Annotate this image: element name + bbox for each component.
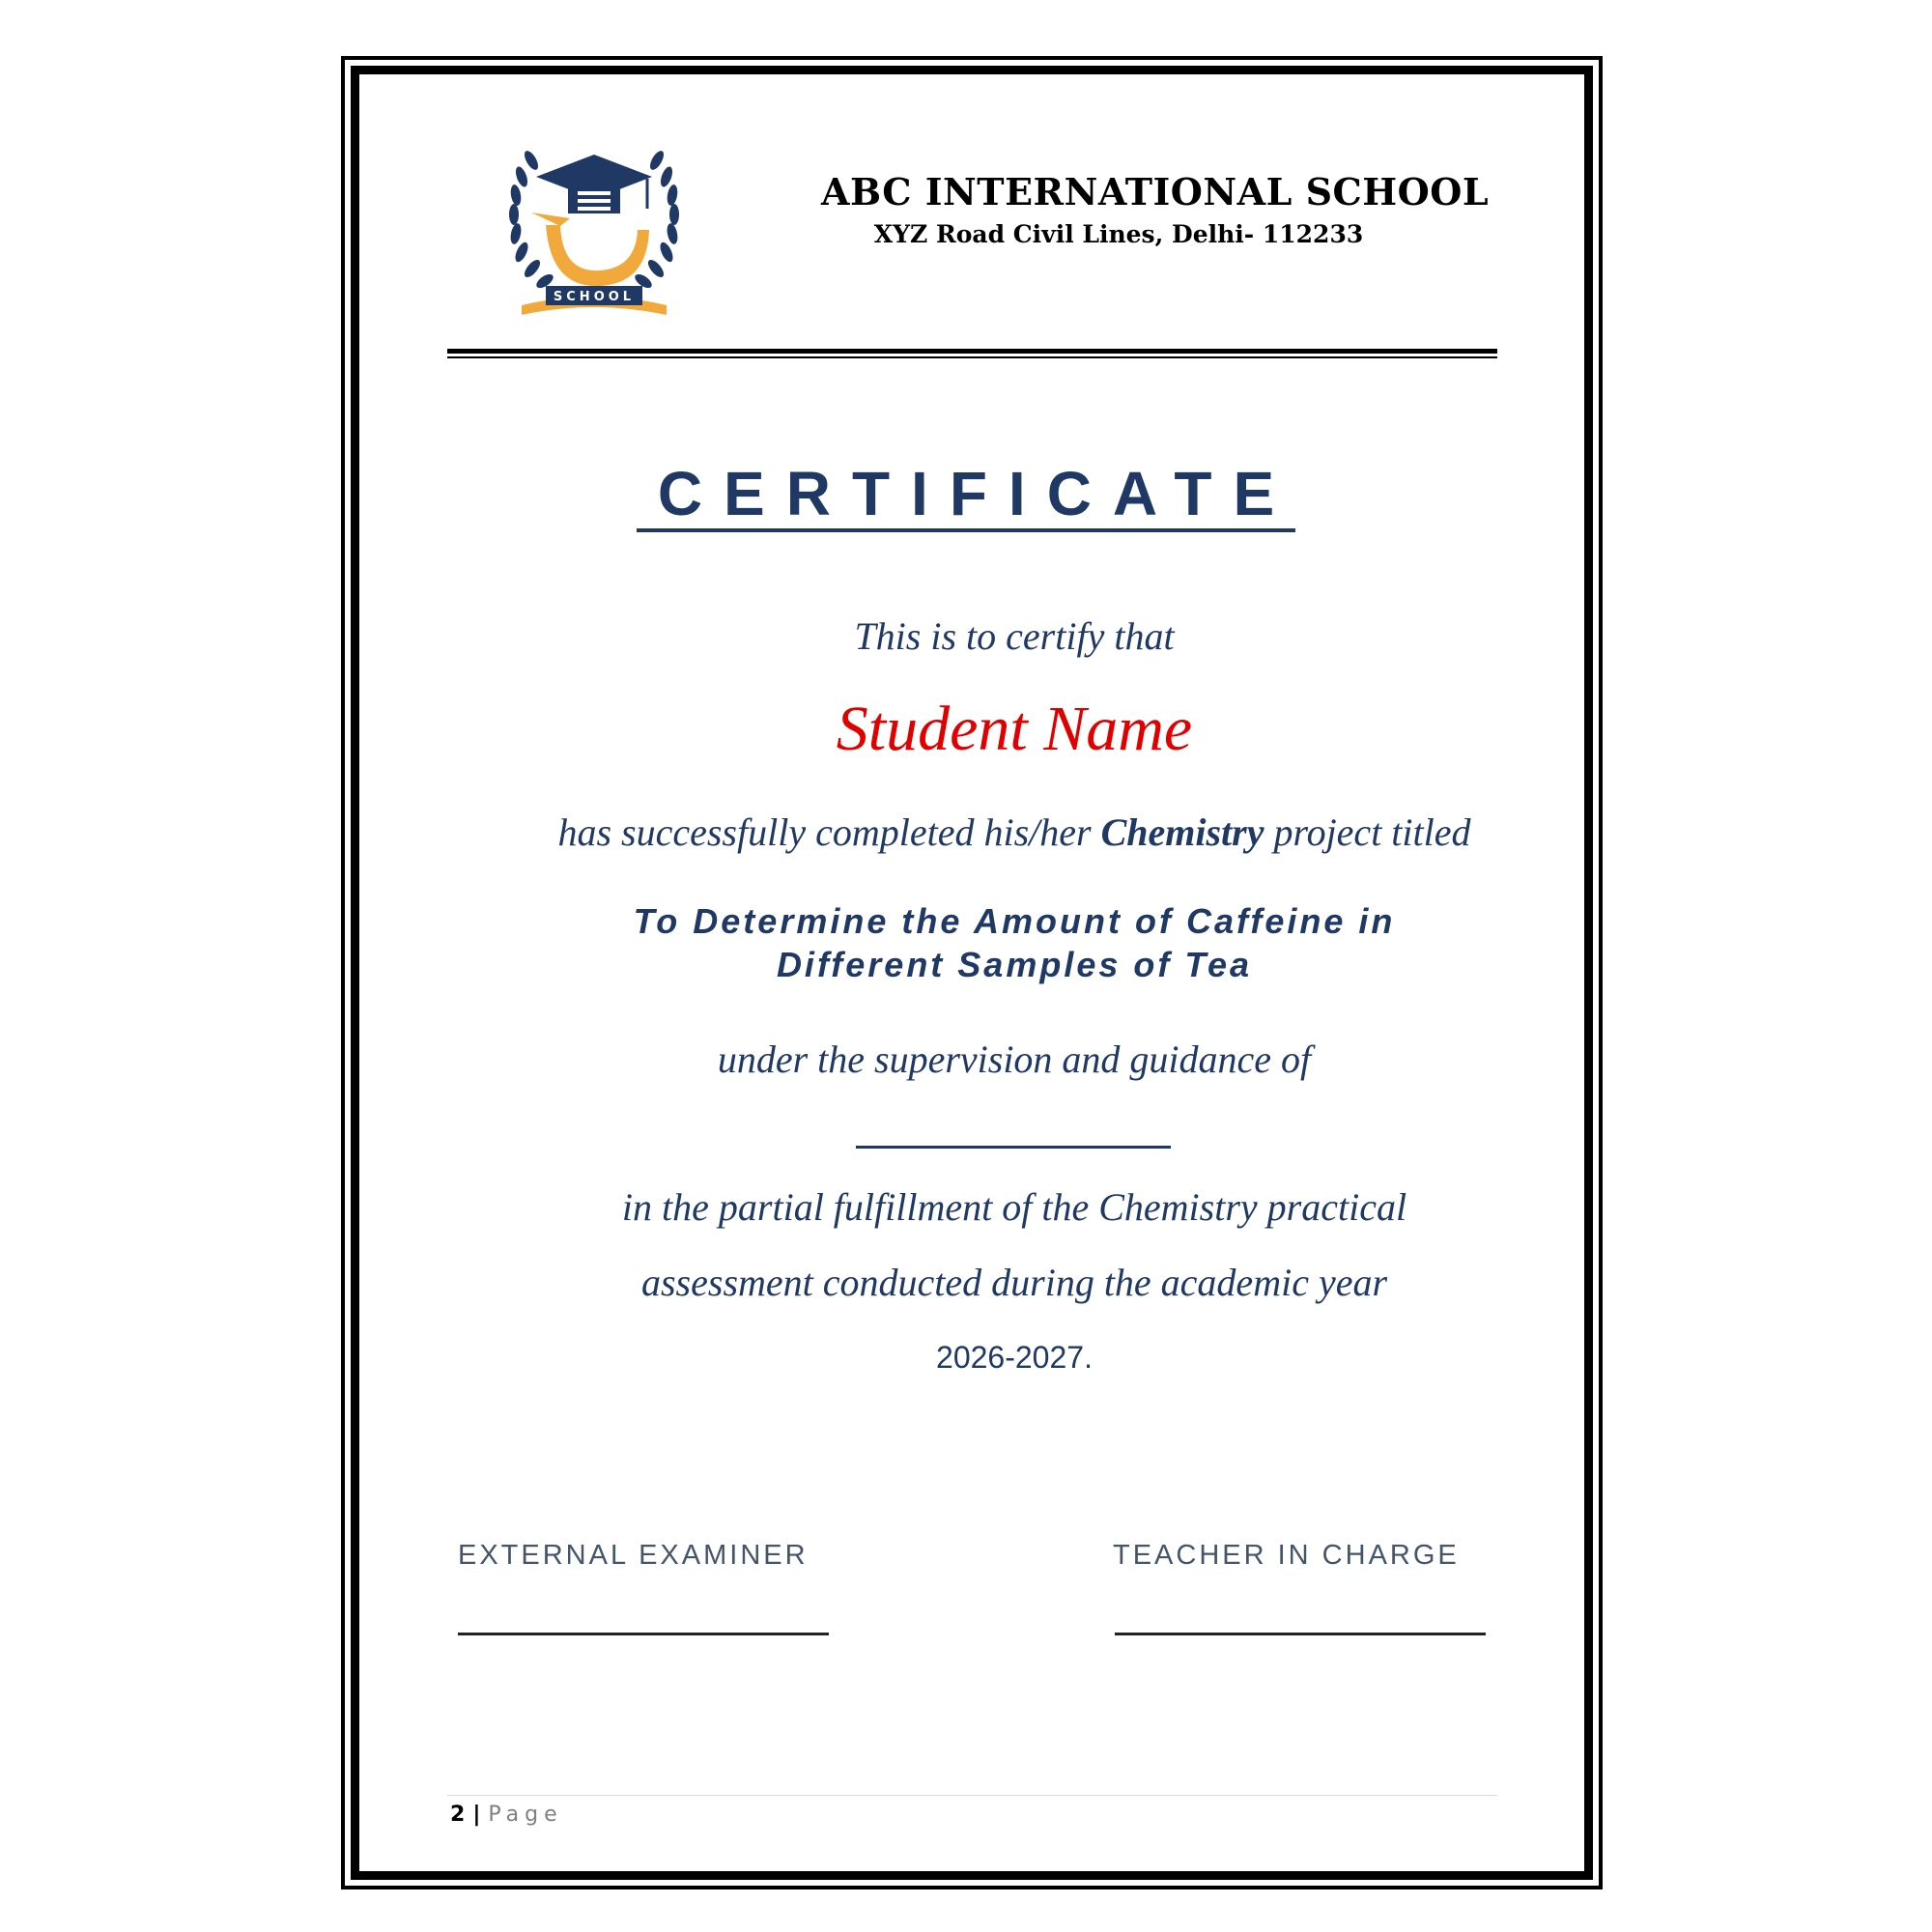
completed-line	[48, 810, 1932, 855]
page-footer	[450, 1803, 563, 1827]
guide-name-blank	[856, 1146, 1171, 1149]
external-examiner-signature-line	[458, 1633, 829, 1635]
logo-text: SCHOOL	[553, 290, 636, 304]
page-number: 2	[450, 1803, 466, 1827]
completed-prefix: has successfully completed his/her	[557, 810, 1101, 854]
school-name: ABC INTERNATIONAL SCHOOL	[821, 170, 1490, 213]
project-title-line1: To Determine the Amount of Caffeine in	[633, 901, 1396, 941]
external-examiner-label: EXTERNAL EXAMINER	[458, 1540, 809, 1571]
school-address: XYZ Road Civil Lines, Delhi- 112233	[873, 220, 1364, 248]
header-rule-thick	[447, 349, 1497, 354]
fulfillment-line: in the partial fulfillment of the Chemistry practical	[621, 1185, 1407, 1229]
supervision-line: under the supervision and guidance of	[717, 1037, 1312, 1081]
page-word: Page	[488, 1803, 563, 1827]
project-title-line2: Different Samples of Tea	[776, 945, 1253, 984]
assessment-line: assessment conducted during the academic year	[640, 1261, 1388, 1304]
header-rule-thin	[447, 356, 1497, 358]
academic-year: 2026-2027.	[936, 1340, 1093, 1375]
school-logo	[493, 133, 696, 327]
certificate-title-wrap	[0, 458, 1932, 532]
student-name: Student Name	[836, 694, 1193, 764]
teacher-in-charge-label: TEACHER IN CHARGE	[1113, 1540, 1460, 1571]
certify-line: This is to certify that	[854, 614, 1175, 658]
certificate-title: CERTIFICATE	[637, 463, 1295, 532]
completed-suffix: project titled	[1264, 810, 1471, 854]
subject-name: Chemistry	[1100, 810, 1264, 854]
footer-rule	[447, 1795, 1497, 1796]
footer-separator: |	[472, 1803, 481, 1827]
teacher-signature-line	[1115, 1633, 1486, 1635]
